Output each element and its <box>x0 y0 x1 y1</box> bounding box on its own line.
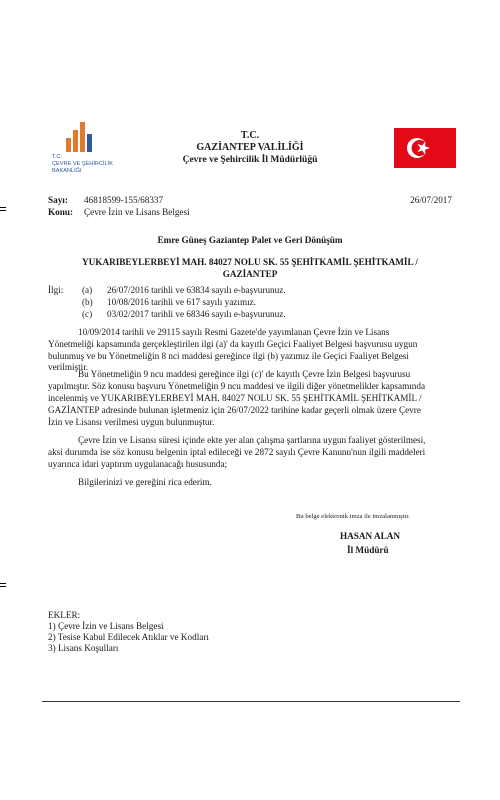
paragraph-line: yapılmıştır. Söz konusu başvuru Yönetmeliğin 9 ncu maddesi ve ilgili diğer yönetmelikler kapsamında <box>48 381 426 391</box>
attachment-item: 1) Çevre İzin ve Lisans Belgesi <box>48 621 164 631</box>
paragraph-line: 10/09/2014 tarihli ve 29115 sayılı Resmi Gazete'de yayımlanan Çevre İzin ve Lisans <box>78 327 390 337</box>
header-tc: T.C. <box>240 130 260 141</box>
margin-mark <box>0 583 6 584</box>
footer-divider <box>42 701 460 702</box>
logo-text-line: T.C. <box>52 154 62 160</box>
logo-bars-icon <box>66 122 94 152</box>
logo-text-line: ÇEVRE VE ŞEHİRCİLİK <box>52 161 113 167</box>
signatory-name: HASAN ALAN <box>340 531 400 541</box>
paragraph-line: Yönetmeliği kapsamında gerçekleştirilen ilgi (a)' da kayıtlı Geçici Faaliyet Belgesi başvurusu uygun <box>48 339 418 349</box>
paragraph-line: İzin ve Lisansı verilmesi uygun bulunmuştur. <box>48 417 215 427</box>
paragraph-line: GAZİANTEP adresinde bulunan işletmeniz için 26/07/2022 tarihine kadar geçerli olmak üzere Çevre <box>48 405 421 415</box>
paragraph-line: aksi durumda ise söz konusu belgenin iptal edileceği ve 2872 sayılı Çevre Kanunu'nun ilgili maddeleri <box>48 447 426 457</box>
konu-value: Çevre İzin ve Lisans Belgesi <box>84 207 190 217</box>
attachment-item: 2) Tesise Kabul Edilecek Atıklar ve Kodları <box>48 632 209 642</box>
reference-text: 26/07/2016 tarihli ve 63834 sayılı e-başvurunuz. <box>107 285 286 295</box>
sayi-label: Sayı: <box>48 195 68 205</box>
header-governorship: GAZİANTEP VALİLİĞİ <box>196 142 304 153</box>
reference-key: (a) <box>82 285 93 295</box>
margin-mark <box>0 586 6 587</box>
e-signature-note: Bu belge elektronik imza ile imzalanmıştır. <box>296 513 410 520</box>
sayi-value: 46818599-155/68337 <box>84 195 164 205</box>
closing-line: Bilgilerinizi ve gereğini rica ederim. <box>78 477 212 487</box>
logo-text-line: BAKANLIĞI <box>52 168 82 174</box>
reference-key: (b) <box>82 297 93 307</box>
paragraph-line: uyarınca idari yaptırım uygulanacağı hususunda; <box>48 459 228 469</box>
reference-text: 03/02/2017 tarihli ve 68346 sayılı e-başvurunuz. <box>107 309 286 319</box>
paragraph-line: bulunmuş ve bu Yönetmeliğin 8 nci maddesi gereğince ilgi (b) yazımız ile Geçici Faaliyet Belgesi <box>48 351 409 361</box>
attachments-title: EKLER: <box>48 610 81 620</box>
recipient-address-line: GAZİANTEP <box>222 269 278 279</box>
document-date: 26/07/2017 <box>410 195 452 205</box>
margin-mark <box>0 207 6 208</box>
signatory-title: İl Müdürü <box>347 545 389 555</box>
turkish-flag-icon <box>394 128 456 168</box>
recipient-name: Emre Güneş Gaziantep Palet ve Geri Dönüşüm <box>157 235 343 245</box>
paragraph-line: Bu Yönetmeliğin 9 ncu maddesi gereğince ilgi (c)' de kayıtlı Çevre İzin Belgesi başvurusu <box>78 369 411 379</box>
attachment-item: 3) Lisans Koşulları <box>48 643 119 653</box>
recipient-address-line: YUKARIBEYLERBEYİ MAH. 84027 NOLU SK. 55 ŞEHİTKAMİL ŞEHİTKAMİL / <box>82 257 418 267</box>
ilgi-label: İlgi: <box>48 285 64 295</box>
ministry-logo <box>52 122 132 182</box>
paragraph-line: verilmiştir. <box>48 362 89 372</box>
konu-label: Konu: <box>48 207 74 217</box>
paragraph-line: incelenmiş ve YUKARIBEYLERBEYİ MAH. 84027 NOLU SK. 55 ŞEHİTKAMİL ŞEHİTKAMİL / <box>48 393 422 403</box>
reference-text: 10/08/2016 tarihli ve 617 sayılı yazımız. <box>107 297 257 307</box>
reference-key: (c) <box>82 309 93 319</box>
paragraph-line: Çevre İzin ve Lisansı süresi içinde ekte yer alan çalışma şartlarına uygun faaliyet gösterilmesi, <box>78 435 426 445</box>
header-directorate: Çevre ve Şehircilik İl Müdürlüğü <box>182 155 318 165</box>
margin-mark <box>0 210 6 211</box>
